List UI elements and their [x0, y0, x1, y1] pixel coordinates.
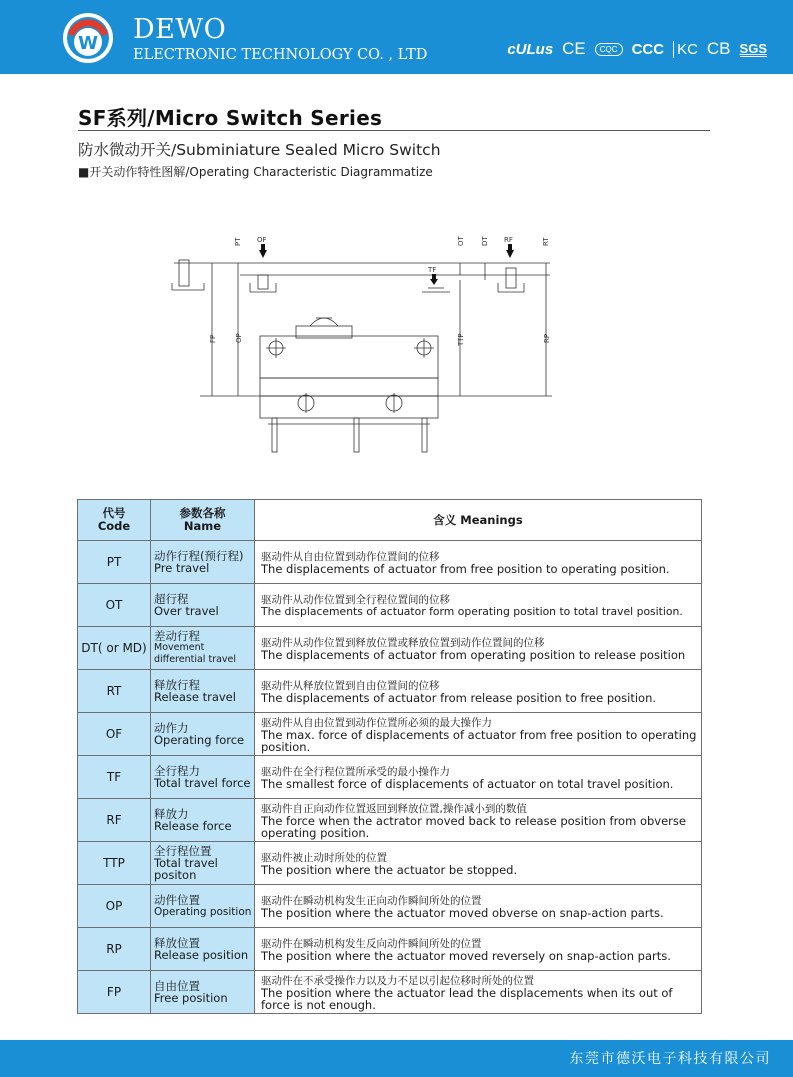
name-en: Movement differential travel: [154, 642, 237, 665]
name-zh: 释放力: [154, 807, 189, 821]
name-en: Release force: [154, 819, 232, 833]
row-code: RF: [78, 799, 151, 842]
label-rf: RF: [504, 236, 513, 244]
certification-marks: [507, 36, 767, 62]
row-name: [151, 756, 255, 799]
label-pt: PT: [234, 237, 242, 246]
row-meaning: [255, 799, 702, 842]
row-name: [151, 670, 255, 713]
row-code: OT: [78, 584, 151, 627]
footer-bar: [0, 1040, 793, 1077]
meaning-zh: 驱动件在全行程位置所承受的最小操作力: [261, 766, 450, 778]
row-code: FP: [78, 971, 151, 1014]
row-meaning: [255, 584, 702, 627]
row-meaning: [255, 842, 702, 885]
label-dt: DT: [481, 236, 489, 246]
name-zh: 全行程位置: [154, 844, 212, 858]
page-subtitle: 防水微动开关/Subminiature Sealed Micro Switch: [78, 141, 441, 159]
table-row: [78, 842, 702, 885]
name-zh: 动作行程(预行程): [154, 549, 244, 563]
cert-cb-icon: CB: [706, 39, 731, 58]
header-code-zh: 代号: [102, 506, 126, 520]
meaning-zh: 驱动件在不承受操作力以及力不足以引起位移时所处的位置: [261, 975, 534, 987]
cert-ul-icon: cULus: [507, 40, 554, 58]
row-name: [151, 713, 255, 756]
name-zh: 动件位置: [154, 893, 200, 907]
meaning-en: The displacements of actuator from free position to operating position.: [261, 562, 670, 576]
table-row: [78, 756, 702, 799]
name-zh: 全行程力: [154, 764, 200, 778]
meaning-zh: 驱动件被止动时所处的位置: [261, 852, 387, 864]
label-tf: TF: [428, 266, 437, 274]
name-en: Pre travel: [154, 561, 210, 575]
cert-cqc-icon: CQC: [595, 43, 623, 56]
row-name: [151, 799, 255, 842]
name-zh: 差动行程: [154, 629, 200, 643]
meaning-en: The position where the actuator be stopped.: [261, 863, 518, 877]
row-meaning: [255, 885, 702, 928]
name-en: Release position: [154, 948, 249, 962]
meaning-zh: 驱动件自正向动作位置返回到释放位置,操作减小到的数值: [261, 803, 527, 815]
meaning-zh: 驱动件从自由位置到动作位置所必须的最大操作力: [261, 717, 492, 729]
table-row: [78, 713, 702, 756]
title-divider: [78, 130, 710, 131]
parameter-table: [77, 499, 702, 1014]
row-name: [151, 584, 255, 627]
row-code: RP: [78, 928, 151, 971]
name-zh: 释放行程: [154, 678, 200, 692]
table-row: [78, 885, 702, 928]
row-meaning: [255, 713, 702, 756]
meaning-en: The max. force of displacements of actuator from free position to operating position.: [261, 728, 697, 754]
row-name: [151, 842, 255, 885]
footer-company-name: 东莞市德沃电子科技有限公司: [569, 1051, 771, 1067]
label-rt: RT: [542, 237, 550, 246]
row-name: [151, 541, 255, 584]
row-meaning: [255, 971, 702, 1014]
row-name: [151, 971, 255, 1014]
label-fp: FP: [209, 334, 217, 343]
table-row: [78, 541, 702, 584]
name-en: Free position: [154, 991, 228, 1005]
row-code: RT: [78, 670, 151, 713]
name-en: Release travel: [154, 690, 236, 704]
table-row: [78, 928, 702, 971]
table-row: [78, 799, 702, 842]
name-en: Over travel: [154, 604, 219, 618]
meaning-en: The position where the actuator moved reversely on snap-action parts.: [261, 949, 671, 963]
row-meaning: [255, 627, 702, 670]
meaning-en: The force when the actrator moved back to release position from obverse operating position.: [261, 814, 686, 840]
company-name: DEWO: [133, 14, 227, 45]
label-op: OP: [235, 333, 243, 343]
row-meaning: [255, 756, 702, 799]
cert-ce-icon: CE: [562, 39, 586, 58]
label-ot: OT: [457, 236, 465, 246]
name-zh: 动作力: [154, 721, 189, 735]
name-en: Operating position: [154, 906, 252, 918]
meaning-zh: 驱动件从自由位置到动作位置间的位移: [261, 551, 440, 563]
header-name-zh: 参数各称: [179, 506, 226, 520]
row-code: TTP: [78, 842, 151, 885]
cert-kc-icon: KC: [673, 41, 698, 58]
meaning-zh: 驱动件在瞬动机构发生反向动件瞬间所处的位置: [261, 938, 482, 950]
meaning-zh: 驱动件从释放位置到自由位置间的位移: [261, 680, 440, 692]
label-ttp: TTP: [457, 333, 465, 346]
row-code: OP: [78, 885, 151, 928]
cert-ccc-icon: CCC: [631, 40, 665, 58]
operating-characteristic-diagram: [160, 228, 560, 460]
meaning-en: The displacements of actuator form operating position to total travel position.: [261, 605, 683, 618]
dewo-logo-icon: [62, 12, 114, 64]
name-en: Operating force: [154, 733, 245, 747]
meaning-en: The position where the actuator lead the displacements when its out of force is not enough.: [261, 986, 673, 1012]
table-row: [78, 670, 702, 713]
page-title: SF系列/Micro Switch Series: [78, 106, 383, 130]
meaning-en: The position where the actuator moved obverse on snap-action parts.: [261, 906, 664, 920]
row-name: [151, 885, 255, 928]
header-bar: [0, 0, 793, 74]
header-code: [78, 500, 151, 541]
row-code: DT( or MD): [78, 627, 151, 670]
label-rp: RP: [543, 333, 551, 343]
table-row: [78, 627, 702, 670]
header-name-en: Name: [183, 519, 222, 533]
company-subtitle: ELECTRONIC TECHNOLOGY CO. , LTD: [133, 47, 428, 63]
label-of: OF: [257, 236, 267, 244]
company-block: [133, 16, 427, 65]
meaning-en: The smallest force of displacements of actuator on total travel position.: [261, 777, 674, 791]
row-code: TF: [78, 756, 151, 799]
header-name: [151, 500, 255, 541]
header-code-en: Code: [97, 519, 131, 533]
cert-sgs-icon: SGS: [739, 41, 767, 56]
name-en: Total travel positon: [154, 856, 218, 882]
table-row: [78, 971, 702, 1014]
table-header-row: [78, 500, 702, 541]
row-name: [151, 928, 255, 971]
header-meaning: 含义 Meanings: [255, 500, 702, 541]
meaning-en: The displacements of actuator from release position to free position.: [261, 691, 657, 705]
row-name: [151, 627, 255, 670]
meaning-en: The displacements of actuator from operating position to release position: [261, 648, 686, 662]
svg-text:W: W: [78, 33, 98, 54]
meaning-zh: 驱动件在瞬动机构发生正向动作瞬间所处的位置: [261, 895, 482, 907]
row-meaning: [255, 928, 702, 971]
name-zh: 释放位置: [154, 936, 200, 950]
meaning-zh: 驱动件从动作位置到释放位置或释放位置到动作位置间的位移: [261, 637, 545, 649]
row-meaning: [255, 541, 702, 584]
row-code: OF: [78, 713, 151, 756]
table-row: [78, 584, 702, 627]
name-zh: 自由位置: [154, 979, 200, 993]
name-zh: 超行程: [154, 592, 189, 606]
row-meaning: [255, 670, 702, 713]
section-heading: ■开关动作特性图解/Operating Characteristic Diagrammatize: [78, 165, 433, 179]
name-en: Total travel force: [154, 776, 251, 790]
meaning-zh: 驱动件从动作位置到全行程位置间的位移: [261, 594, 450, 606]
row-code: PT: [78, 541, 151, 584]
